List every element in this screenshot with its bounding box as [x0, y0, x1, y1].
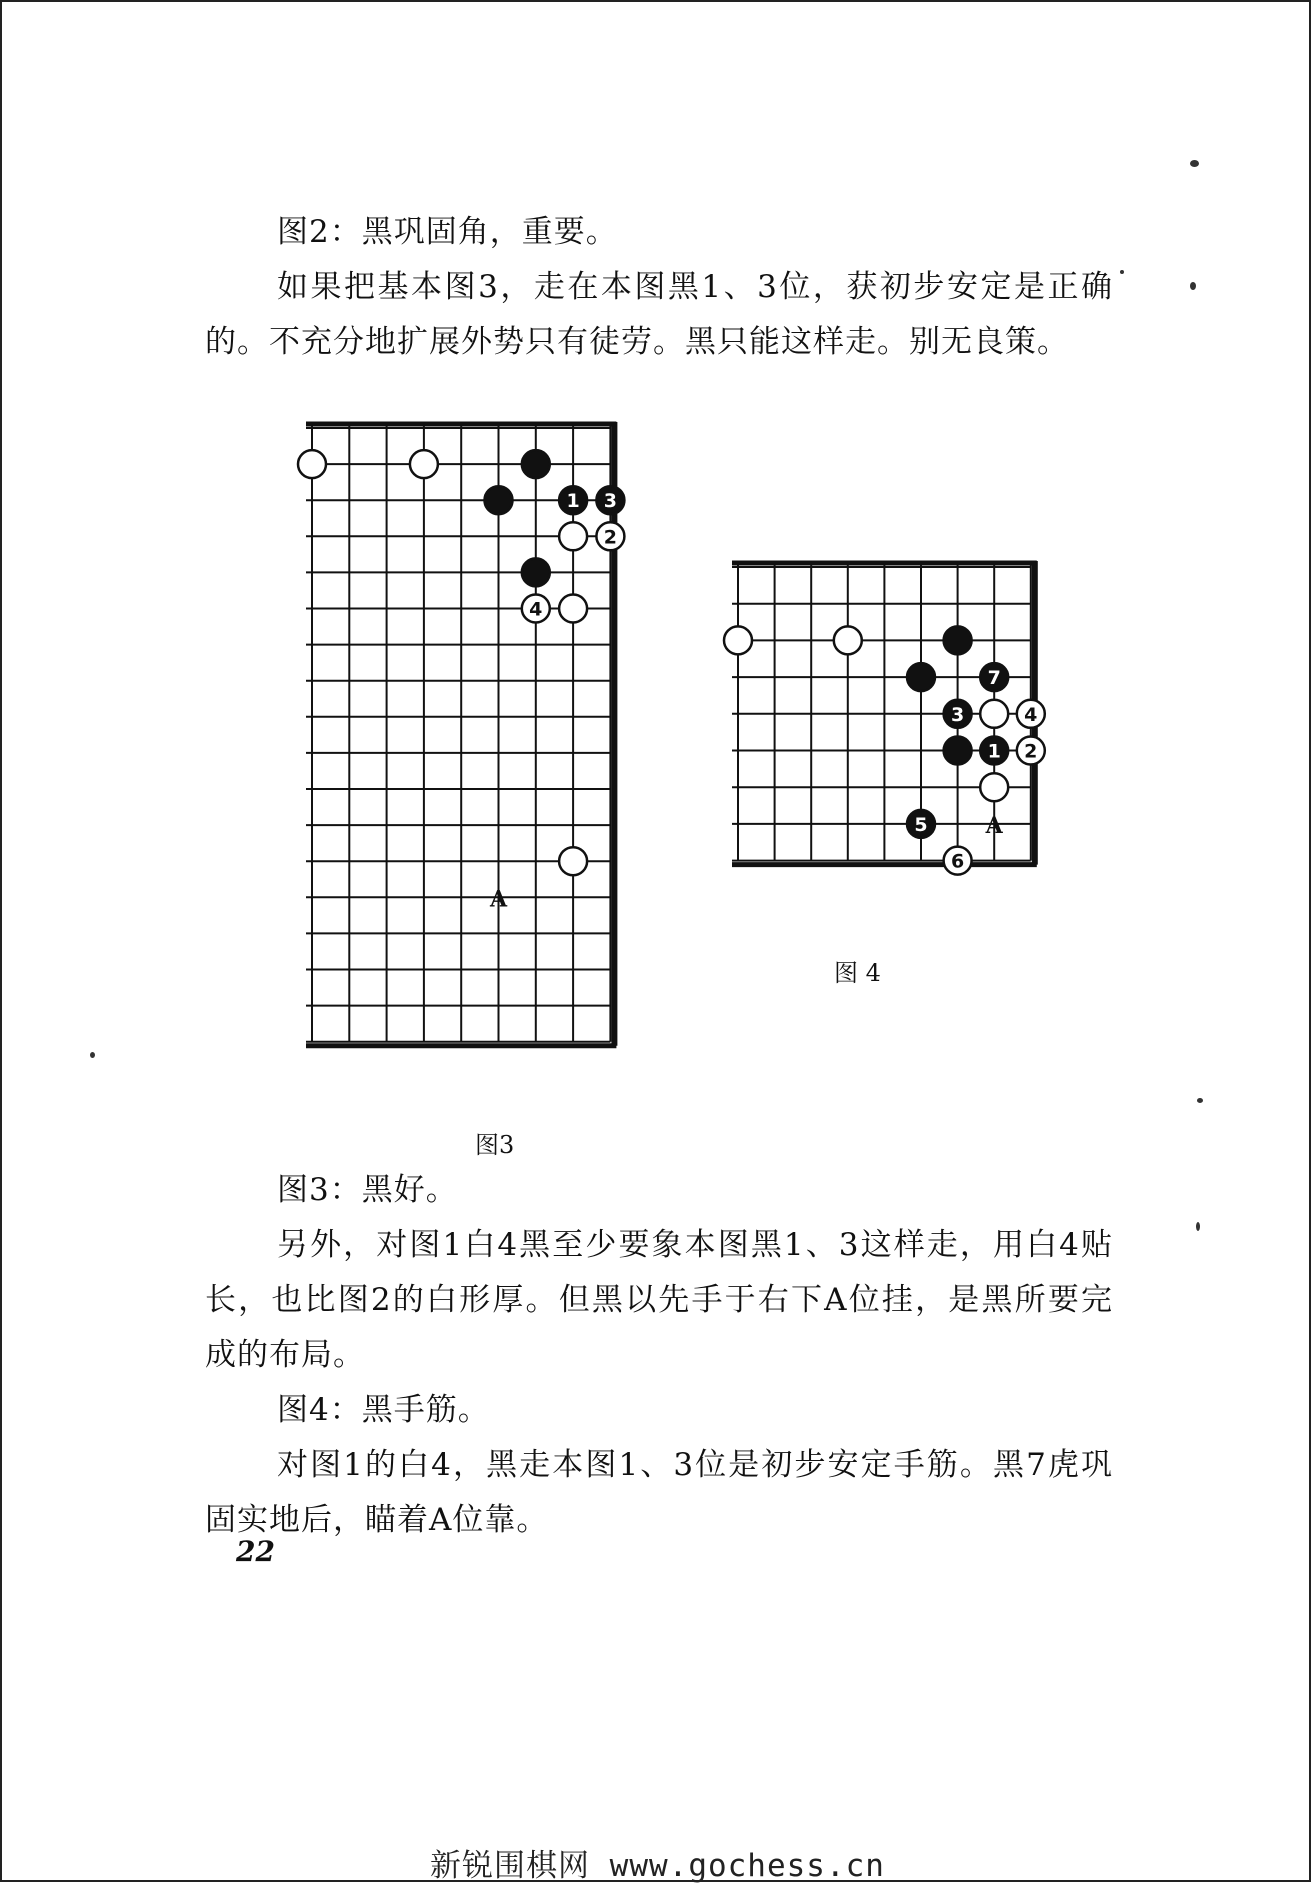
- section-3: [205, 1163, 1113, 1383]
- figure-3-stone-white: [559, 847, 587, 875]
- figure-4-stone-black: [944, 626, 972, 654]
- section-2: [205, 205, 1113, 370]
- figure-3-stone-white: [410, 450, 438, 478]
- section-2-body: 如果把基本图3，走在本图黑1、3位，获初步安定是正确的。不充分地扩展外势只有徒劳。黑只能这样走。别无良策。: [205, 269, 1113, 360]
- figure-3-caption: 图3: [475, 1131, 515, 1159]
- section-2-heading: 图2：黑巩固角，重要。: [277, 214, 618, 250]
- figure-4-stone-black: [944, 700, 972, 728]
- footer-watermark: 新锐围棋网 www.gochess.cn: [430, 1848, 885, 1884]
- figure-4-move-number: 5: [914, 813, 928, 836]
- figure-3-stone-black: [485, 486, 513, 514]
- section-4-body: 对图1的白4，黑走本图1、3位是初步安定手筋。黑7虎巩固实地后，瞄着A位靠。: [205, 1447, 1113, 1538]
- figure-3-stone-black: [522, 558, 550, 586]
- section-3-heading: 图3：黑好。: [277, 1172, 458, 1208]
- figure-4-move-number: 2: [1024, 740, 1038, 763]
- scan-speck: [1196, 1222, 1200, 1231]
- figure-4-move-number: 4: [1024, 703, 1038, 726]
- scan-speck: [90, 1052, 95, 1058]
- figure-4-move-number: 6: [950, 850, 965, 873]
- figure-3-stone-black: [522, 450, 550, 478]
- figure-3-stone-white: [559, 595, 587, 623]
- figure-4-stone-black: [907, 810, 935, 838]
- figure-3-move-number: 3: [603, 490, 618, 513]
- section-4-heading: 图4：黑手筋。: [277, 1392, 490, 1428]
- figure-3-board: [290, 420, 650, 1080]
- section-3-body: 另外，对图1白4黑至少要象本图黑1、3这样走，用白4贴长，也比图2的白形厚。但黑以先手于右下A位挂，是黑所要完成的布局。: [205, 1227, 1113, 1373]
- figure-4-stone-white: [980, 700, 1008, 728]
- figure-3-move-number: 2: [603, 526, 618, 549]
- figure-3-label-a: A: [489, 886, 508, 913]
- scan-speck: [1190, 160, 1199, 167]
- figure-3-stone-white: [596, 522, 624, 550]
- figure-4-stone-white: [1017, 700, 1045, 728]
- figure-3-stone-white: [522, 595, 550, 623]
- scan-speck: [1197, 1098, 1203, 1103]
- scan-speck: [1190, 282, 1196, 290]
- figure-4-stone-white: [1017, 737, 1045, 765]
- figure-4-stone-black: [944, 737, 972, 765]
- figure-4-board: [718, 555, 1083, 910]
- figure-3-stone-white: [559, 522, 587, 550]
- figure-4-caption: 图 4: [834, 959, 881, 987]
- scan-speck: [1120, 270, 1124, 274]
- figure-3-stone-black: [596, 486, 624, 514]
- figure-3-stone-white: [298, 450, 326, 478]
- figure-4-move-number: 1: [987, 740, 1001, 763]
- figure-4-stone-white: [944, 847, 972, 875]
- page-number: 22: [236, 1535, 275, 1568]
- figure-4-move-number: 7: [987, 667, 1001, 690]
- figure-4-move-number: 3: [950, 703, 965, 726]
- figure-4-stone-black: [980, 737, 1008, 765]
- figure-4-stone-black: [980, 663, 1008, 691]
- figure-3-move-number: 1: [566, 490, 580, 513]
- figure-4-stone-black: [907, 663, 935, 691]
- figure-4-stone-white: [980, 773, 1008, 801]
- figure-3-stone-black: [559, 486, 587, 514]
- figure-4-stone-white: [724, 626, 752, 654]
- figure-4-stone-white: [834, 626, 862, 654]
- figure-3-move-number: 4: [529, 598, 543, 621]
- figure-4-label-a: A: [985, 812, 1003, 839]
- section-4: [205, 1383, 1113, 1548]
